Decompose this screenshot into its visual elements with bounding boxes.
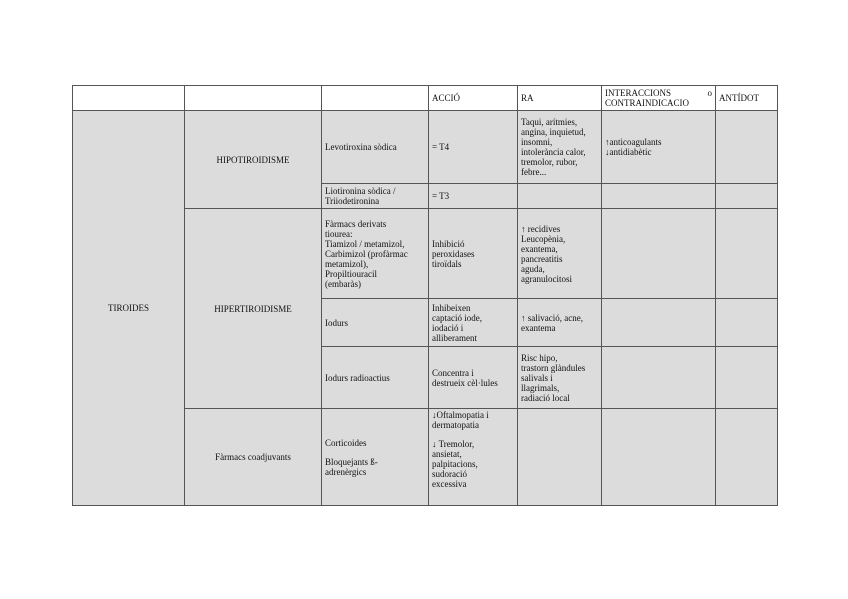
drug-iodurs: Iodurs (322, 299, 429, 347)
accio-line: tiroïdals (432, 258, 462, 269)
drug-line: (embaràs) (325, 278, 361, 289)
drug-line: Corticoides (325, 437, 367, 448)
ra-levotiroxina (518, 111, 602, 184)
accio-liotironina: = T3 (429, 184, 518, 209)
subgroup-hipotiroidisme: HIPOTIROIDISME (185, 111, 322, 209)
ra-line: exantema (521, 322, 556, 333)
ra-line: febre... (521, 167, 547, 177)
ra-line: aguda, (521, 263, 545, 274)
header-empty-1 (73, 86, 185, 111)
accio-coadjuvants (429, 409, 518, 506)
interac-line: ↓antidiabètic (605, 147, 652, 157)
ra-line: salivals i (521, 372, 553, 383)
interac-levotiroxina (602, 111, 716, 184)
drug-line: Triiodetironina (325, 196, 380, 206)
drug-table (72, 85, 778, 506)
ra-line: ↑ recidives (521, 223, 561, 234)
accio-line: Inhibeixen (432, 302, 471, 313)
accio-line: Inhibició (432, 238, 465, 249)
accio-line: Concentra i (432, 367, 474, 378)
drug-line: Tiamizol / metamizol, (325, 238, 405, 249)
drug-coadjuvants (322, 409, 429, 506)
accio-line: sudoració (432, 469, 467, 479)
antidot-coadjuvants (716, 409, 778, 506)
drug-tiourea (322, 209, 429, 299)
spacer (325, 448, 425, 457)
drug-liotironina (322, 184, 429, 209)
ra-line: Taqui, arítmies, (521, 117, 578, 127)
drug-levotiroxina: Levotiroxina sòdica (322, 111, 429, 184)
drug-iodurs-radioactius: Iodurs radioactius (322, 347, 429, 409)
drug-line: adrenèrgics (325, 466, 367, 477)
ra-line: ↑ salivació, acne, (521, 312, 583, 323)
ra-line: insomni, (521, 137, 553, 147)
interac-tiourea (602, 209, 716, 299)
ra-line: Risc hipo, (521, 352, 558, 363)
ra-line: tremolor, rubor, (521, 157, 578, 167)
header-accio: ACCIÓ (429, 86, 518, 111)
antidot-iodurs (716, 299, 778, 347)
ra-line: exantema, (521, 243, 558, 254)
ra-line: intolerància calor, (521, 147, 586, 157)
header-row (73, 86, 778, 111)
drug-line: Fàrmacs derivats (325, 218, 387, 229)
header-interaccions-b: o (707, 88, 712, 98)
ra-line: angina, inquietud, (521, 127, 586, 137)
header-interaccions-c: CONTRAINDICACIO (605, 98, 689, 108)
accio-line: ↓Oftalmopatia i (432, 410, 489, 420)
accio-iodurs (429, 299, 518, 347)
interac-coadjuvants (602, 409, 716, 506)
ra-iodurs (518, 299, 602, 347)
accio-line: excessiva (432, 479, 467, 489)
header-interaccions-a: INTERACCIONS (605, 88, 672, 98)
ra-tiourea (518, 209, 602, 299)
accio-line: captació iode, (432, 312, 482, 323)
antidot-liotironina (716, 184, 778, 209)
subgroup-hipertiroidisme: HIPERTIROIDISME (185, 209, 322, 409)
subgroup-coadjuvants: Fàrmacs coadjuvants (185, 409, 322, 506)
header-antidot: ANTÍDOT (716, 86, 778, 111)
accio-line: peroxidases (432, 248, 475, 259)
accio-line: iodació i (432, 322, 464, 333)
ra-line: agranulocitosi (521, 273, 572, 284)
group-tiroides: TIROIDES (73, 111, 185, 506)
ra-iodurs-radioactius (518, 347, 602, 409)
ra-line: llagrimals, (521, 382, 560, 393)
ra-liotironina (518, 184, 602, 209)
accio-line: dermatopatia (432, 420, 479, 430)
header-interaccions (602, 86, 716, 111)
accio-iodurs-radioactius (429, 347, 518, 409)
header-empty-2 (185, 86, 322, 111)
header-empty-3 (322, 86, 429, 111)
ra-line: radiació local (521, 392, 570, 403)
drug-line: tiourea: (325, 228, 353, 239)
table-row (73, 111, 778, 184)
antidot-levotiroxina (716, 111, 778, 184)
drug-line: Propiltiouracil (325, 268, 377, 279)
drug-line: metamizol), (325, 258, 369, 269)
accio-line: destrueix cèl·lules (432, 377, 498, 388)
spacer (432, 430, 514, 439)
antidot-iodurs-radioactius (716, 347, 778, 409)
accio-line: palpitacions, (432, 459, 478, 469)
header-ra: RA (518, 86, 602, 111)
interac-liotironina (602, 184, 716, 209)
ra-line: pancreatitis (521, 253, 563, 264)
accio-line: alliberament (432, 332, 477, 343)
interac-line: ↑anticoagulants (605, 137, 662, 147)
interac-iodurs (602, 299, 716, 347)
antidot-tiourea (716, 209, 778, 299)
accio-line: ansietat, (432, 449, 462, 459)
accio-line: ↓ Tremolor, (432, 439, 475, 449)
interac-iodurs-radioactius (602, 347, 716, 409)
ra-coadjuvants (518, 409, 602, 506)
drug-line: Liotironina sòdica / (325, 186, 396, 196)
ra-line: Leucopènia, (521, 233, 566, 244)
ra-line: trastorn glàndules (521, 362, 586, 373)
accio-levotiroxina: = T4 (429, 111, 518, 184)
drug-line: Bloquejants ß- (325, 456, 378, 467)
accio-tiourea (429, 209, 518, 299)
drug-line: Carbimizol (profàrmac (325, 248, 408, 259)
